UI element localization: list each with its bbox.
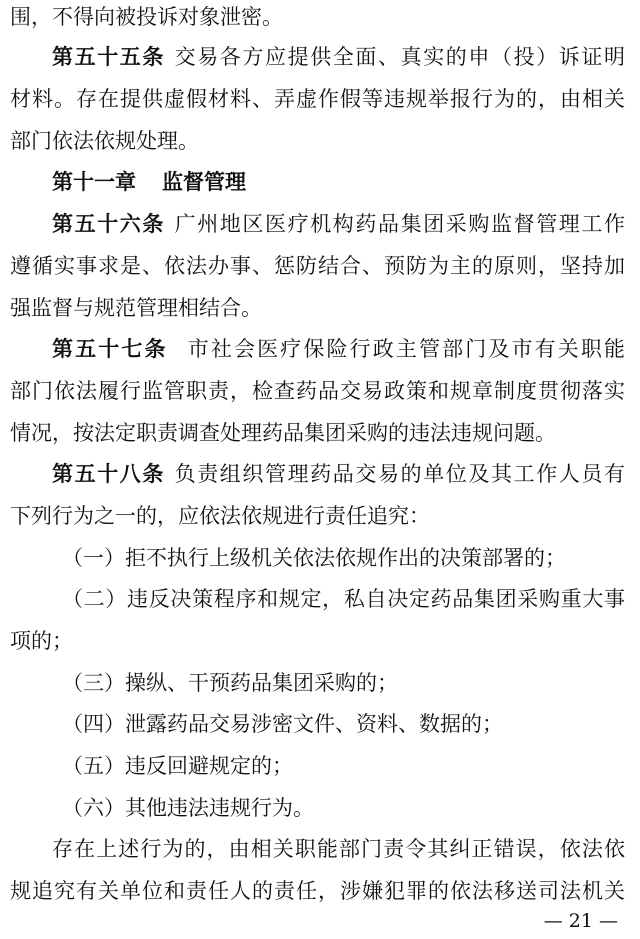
list-item-4: （四）泄露药品交易涉密文件、资料、数据的； <box>62 712 503 736</box>
article-55-text: 交易各方应提供全面、真实的申（投）诉证明 <box>173 45 625 69</box>
article-55-line-1 <box>52 42 625 72</box>
chapter-number: 第十一章 <box>52 170 136 194</box>
article-56-text: 广州地区医疗机构药品集团采购监督管理工作 <box>173 212 625 236</box>
article-56-line-1 <box>52 209 625 239</box>
list-item-6: （六）其他违法违规行为。 <box>62 796 314 820</box>
list-item-2-line-2: 项的； <box>10 629 73 653</box>
article-58-label: 第五十八条 <box>52 462 165 486</box>
article-57-line-1 <box>52 334 625 364</box>
chapter-heading <box>52 167 246 197</box>
article-55-line-2: 材料。存在提供虚假材料、弄虚作假等违规举报行为的，由相关 <box>10 87 625 111</box>
article-57-label: 第五十七条 <box>52 337 168 361</box>
article-55-label: 第五十五条 <box>52 45 165 69</box>
list-item-5: （五）违反回避规定的； <box>62 754 293 778</box>
article-55-line-3: 部门依法依规处理。 <box>10 129 199 153</box>
article-58-line-1 <box>52 459 625 489</box>
text-line: 围，不得向被投诉对象泄密。 <box>10 5 283 29</box>
article-57-line-2: 部门依法履行监管职责，检查药品交易政策和规章制度贯彻落实 <box>10 379 625 403</box>
list-item-2-line-1: （二）违反决策程序和规定，私自决定药品集团采购重大事 <box>62 587 625 611</box>
article-56-line-2: 遵循实事求是、依法办事、惩防结合、预防为主的原则，坚持加 <box>10 254 625 278</box>
article-57-text: 市社会医疗保险行政主管部门及市有关职能 <box>185 337 625 361</box>
closing-line-2: 规追究有关单位和责任人的责任，涉嫌犯罪的依法移送司法机关 <box>10 879 625 903</box>
article-58-text: 负责组织管理药品交易的单位及其工作人员有 <box>173 462 625 486</box>
page-number: — 21 — <box>543 910 618 932</box>
article-56-label: 第五十六条 <box>52 212 165 236</box>
list-item-1: （一）拒不执行上级机关依法依规作出的决策部署的； <box>62 546 566 570</box>
list-item-3: （三）操纵、干预药品集团采购的； <box>62 671 398 695</box>
article-56-line-3: 强监督与规范管理相结合。 <box>10 296 262 320</box>
article-57-line-3: 情况，按法定职责调查处理药品集团采购的违法违规问题。 <box>10 421 556 445</box>
chapter-title: 监督管理 <box>162 170 246 194</box>
article-58-line-2: 下列行为之一的，应依法依规进行责任追究： <box>10 504 430 528</box>
closing-line-1: 存在上述行为的，由相关职能部门责令其纠正错误，依法依 <box>52 837 625 861</box>
